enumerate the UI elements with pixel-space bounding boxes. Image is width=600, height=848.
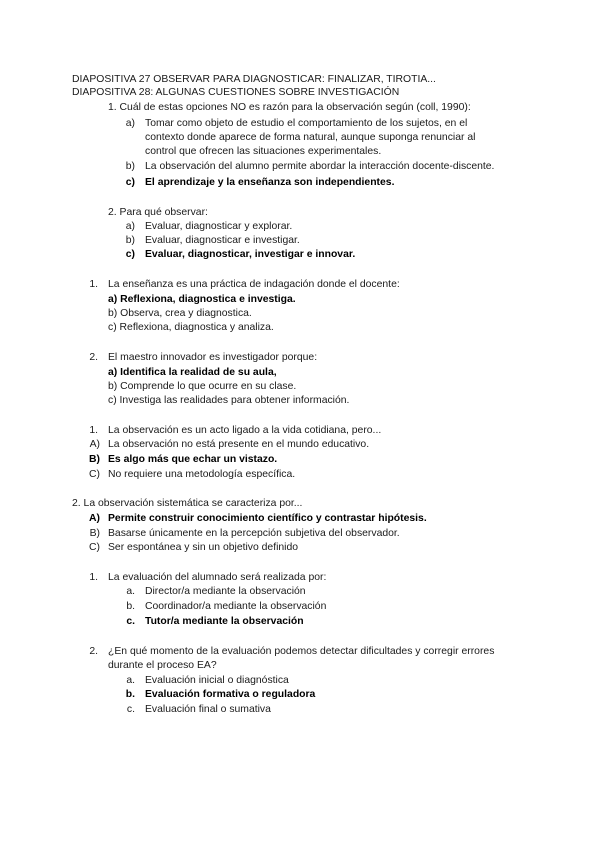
- q5-option-c-marker: C): [89, 469, 100, 480]
- q5-option-a-marker: A): [89, 439, 100, 450]
- q1-option-b: La observación del alumno permite abordar la interacción docente-discente.: [145, 161, 495, 172]
- q8-marker: 2.: [89, 646, 98, 657]
- q5-marker: 1.: [89, 425, 98, 436]
- q5-option-b-answer: Es algo más que echar un vistazo.: [108, 454, 278, 465]
- q4-option-a-answer: a) Identifica la realidad de su aula,: [108, 367, 277, 378]
- q8-question-line-1: ¿En qué momento de la evaluación podemos detectar dificultades y corregir errores: [108, 646, 495, 657]
- q8-option-c-marker: c.: [126, 704, 135, 715]
- q1-option-c-marker: c): [125, 177, 135, 188]
- q3-option-c: c) Reflexiona, diagnostica y analiza.: [108, 322, 274, 333]
- q4-option-c: c) Investiga las realidades para obtener información.: [108, 395, 350, 406]
- q6-option-a-answer: Permite construir conocimiento científico y contrastar hipótesis.: [108, 513, 427, 524]
- q4-question: El maestro innovador es investigador porque:: [108, 352, 318, 363]
- q2-question: 2. Para qué observar:: [108, 207, 208, 218]
- header-line-1: DIAPOSITIVA 27 OBSERVAR PARA DIAGNOSTICAR: FINALIZAR, TIROTIA...: [72, 74, 436, 85]
- q1-question: 1. Cuál de estas opciones NO es razón para la observación según (coll, 1990):: [108, 102, 471, 113]
- q7-option-a: Director/a mediante la observación: [145, 586, 306, 597]
- q8-option-a-marker: a.: [126, 675, 135, 686]
- q1-option-a-line-2: contexto donde aparece de forma natural, aunque suponga renunciar al: [145, 132, 476, 143]
- q5-option-b-marker: B): [89, 454, 100, 465]
- q2-option-b-marker: b): [125, 235, 135, 246]
- q7-marker: 1.: [89, 572, 98, 583]
- q3-option-b: b) Observa, crea y diagnostica.: [108, 308, 252, 319]
- q8-option-b-marker: b.: [125, 689, 135, 700]
- q8-question-line-2: durante el proceso EA?: [108, 660, 217, 671]
- header-line-2: DIAPOSITIVA 28: ALGUNAS CUESTIONES SOBRE INVESTIGACIÓN: [72, 87, 400, 98]
- q1-option-a-marker: a): [125, 118, 135, 129]
- q6-option-c-marker: C): [89, 542, 100, 553]
- q7-option-c-marker: c.: [126, 616, 135, 627]
- q4-option-b: b) Comprende lo que ocurre en su clase.: [108, 381, 297, 392]
- q1-option-a-line-3: control que ofrecen las situaciones experimentales.: [145, 146, 382, 157]
- q2-option-a: Evaluar, diagnosticar y explorar.: [145, 221, 293, 232]
- q1-option-c-answer: El aprendizaje y la enseñanza son independientes.: [145, 177, 395, 188]
- q6-option-b-marker: B): [89, 528, 100, 539]
- q6-question: 2. La observación sistemática se caracteriza por...: [72, 498, 303, 509]
- q1-option-a-line-1: Tomar como objeto de estudio el comportamiento de los sujetos, en el: [145, 118, 468, 129]
- q8-option-c: Evaluación final o sumativa: [145, 704, 271, 715]
- q5-option-c: No requiere una metodología específica.: [108, 469, 296, 480]
- q3-question: La enseñanza es una práctica de indagación donde el docente:: [108, 279, 400, 290]
- q8-option-a: Evaluación inicial o diagnóstica: [145, 675, 289, 686]
- q6-option-a-marker: A): [89, 513, 100, 524]
- q3-marker: 1.: [89, 279, 98, 290]
- q7-option-b-marker: b.: [126, 601, 135, 612]
- q5-question: La observación es un acto ligado a la vida cotidiana, pero...: [108, 425, 382, 436]
- q7-option-b: Coordinador/a mediante la observación: [145, 601, 327, 612]
- q2-option-c-marker: c): [125, 249, 135, 260]
- q5-option-a: La observación no está presente en el mundo educativo.: [108, 439, 370, 450]
- q3-option-a-answer: a) Reflexiona, diagnostica e investiga.: [108, 294, 296, 305]
- q7-option-a-marker: a.: [126, 586, 135, 597]
- q2-option-c-answer: Evaluar, diagnosticar, investigar e innovar.: [145, 249, 356, 260]
- q4-marker: 2.: [89, 352, 98, 363]
- q7-question: La evaluación del alumnado será realizada por:: [108, 572, 327, 583]
- q2-option-b: Evaluar, diagnosticar e investigar.: [145, 235, 300, 246]
- q6-option-c: Ser espontánea y sin un objetivo definido: [108, 542, 299, 553]
- q7-option-c-answer: Tutor/a mediante la observación: [145, 616, 304, 627]
- q2-option-a-marker: a): [125, 221, 135, 232]
- q1-option-b-marker: b): [125, 161, 135, 172]
- q6-option-b: Basarse únicamente en la percepción subjetiva del observador.: [108, 528, 400, 539]
- q8-option-b-answer: Evaluación formativa o reguladora: [145, 689, 316, 700]
